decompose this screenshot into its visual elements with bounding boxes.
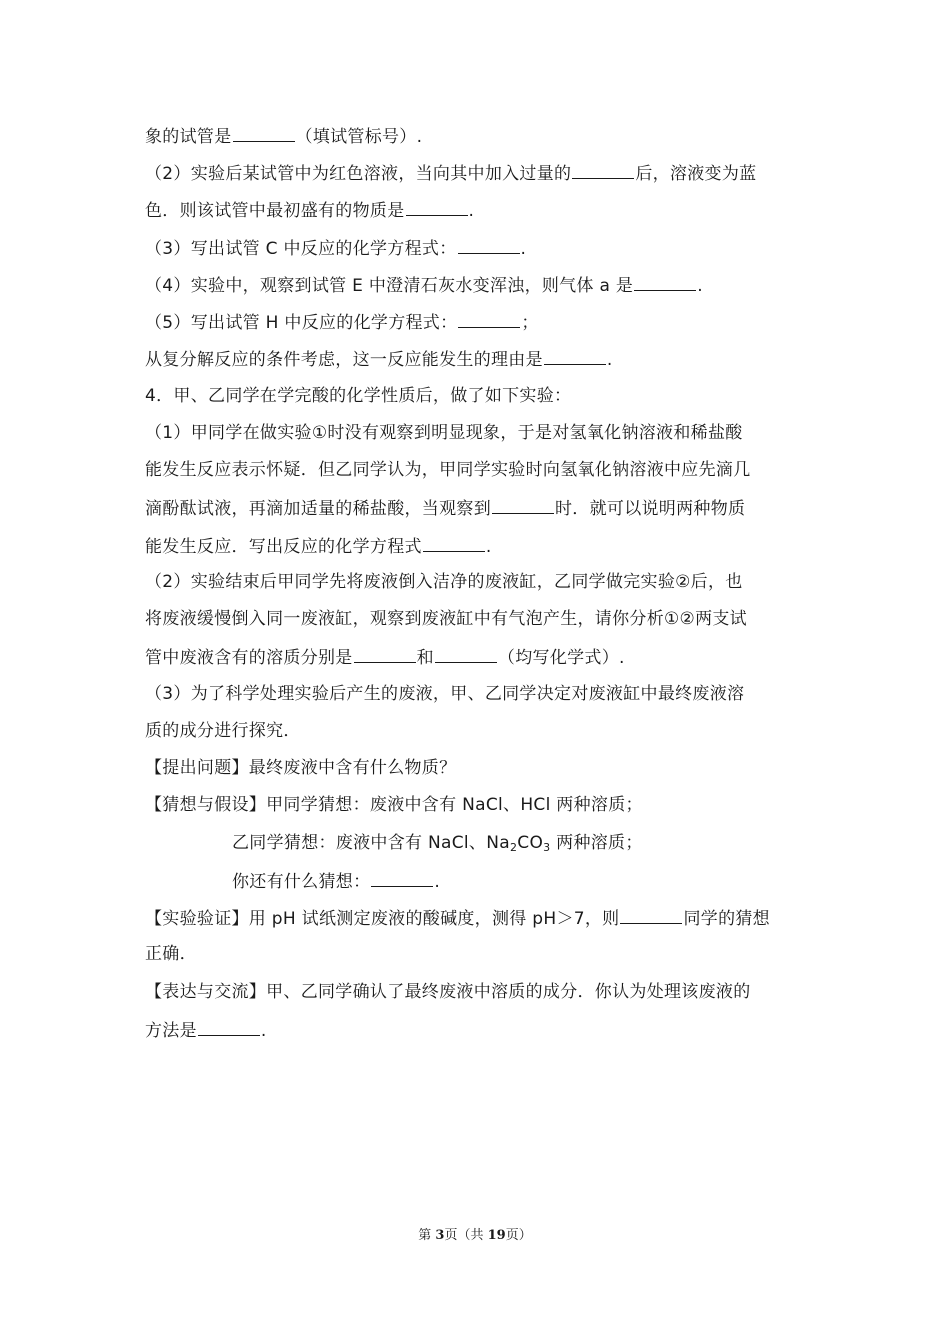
text-segment: . [485,537,492,557]
footer-text: 页） [505,1228,532,1243]
footer-text: 第 [418,1228,436,1243]
text-line [145,533,492,559]
text-segment: . [434,872,441,892]
text-segment: . [468,201,475,221]
answer-blank[interactable] [406,197,468,216]
footer-text: 页（共 [444,1228,488,1243]
text-line: 正确． [145,944,197,964]
text-segment: 你还有什么猜想： [232,872,371,892]
text-line: 质的成分进行探究． [145,721,301,741]
text-segment: 象的试管是 [145,127,232,147]
answer-blank[interactable] [423,533,485,552]
text-segment: CO [517,833,544,853]
text-segment: （2）实验后某试管中为红色溶液，当向其中加入过量的 [145,164,572,184]
text-line [145,160,756,186]
text-line [145,235,526,261]
text-segment: （均写化学式）. [497,648,625,668]
text-segment: （5）写出试管 H 中反应的化学方程式： [145,313,458,333]
answer-blank[interactable] [458,309,520,328]
subscript: 3 [543,841,551,854]
text-segment: 【实验验证】用 pH 试纸测定废液的酸碱度，测得 pH＞7，则 [145,909,620,929]
text-line [145,272,703,298]
text-segment: . [260,1021,267,1041]
text-line [145,495,745,521]
text-line: （2）实验结束后甲同学先将废液倒入洁净的废液缸，乙同学做完实验②后，也 [145,572,743,592]
text-segment: 时．就可以说明两种物质 [555,499,746,519]
answer-blank[interactable] [458,235,520,254]
question-heading: 4．甲、乙同学在学完酸的化学性质后，做了如下实验： [145,386,572,406]
answer-blank[interactable] [572,160,634,179]
text-line [145,309,539,335]
text-segment: ； [521,313,539,333]
text-line: 能发生反应表示怀疑．但乙同学认为，甲同学实验时向氢氧化钠溶液中应先滴几 [145,460,751,480]
page-footer [0,1227,950,1245]
text-segment: （3）写出试管 C 中反应的化学方程式： [145,239,457,259]
text-segment: . [520,239,527,259]
text-segment: （4）实验中，观察到试管 E 中澄清石灰水变浑浊，则气体 a 是 [145,276,634,296]
text-line [145,346,613,372]
text-segment: 管中废液含有的溶质分别是 [145,648,353,668]
answer-blank[interactable] [198,1017,260,1036]
answer-blank[interactable] [354,644,416,663]
text-segment: 从复分解反应的条件考虑，这一反应能发生的理由是 [145,350,543,370]
answer-blank[interactable] [371,868,433,887]
answer-blank[interactable] [634,272,696,291]
text-segment: 能发生反应．写出反应的化学方程式 [145,537,422,557]
text-segment: 后，溶液变为蓝 [635,164,757,184]
text-segment: （填试管标号）. [295,127,423,147]
section-heading: 【提出问题】最终废液中含有什么物质？ [145,758,457,778]
answer-blank[interactable] [492,495,554,514]
text-line [145,644,625,670]
text-segment: 方法是 [145,1021,197,1041]
subscript: 2 [509,841,518,854]
text-line [145,1017,267,1043]
section-heading: 【表达与交流】甲、乙同学确认了最终废液中溶质的成分．你认为处理该废液的 [145,982,751,1002]
text-line: 将废液缓慢倒入同一废液缸，观察到废液缸中有气泡产生，请你分析①②两支试 [145,609,747,629]
text-segment: 同学的猜想 [683,909,770,929]
answer-blank[interactable] [435,644,497,663]
section-heading [145,905,770,931]
text-line: （3）为了科学处理实验后产生的废液，甲、乙同学决定对废液缸中最终废液溶 [145,684,745,704]
text-line [145,123,422,149]
text-segment: 乙同学猜想：废液中含有 NaCl、Na [232,833,510,853]
text-segment: . [697,276,703,296]
text-segment: 色．则该试管中最初盛有的物质是 [145,201,405,221]
section-heading: 【猜想与假设】甲同学猜想：废液中含有 NaCl、HCl 两种溶质； [145,795,643,815]
text-segment: 两种溶质； [550,833,643,853]
text-segment: 和 [416,648,434,668]
answer-blank[interactable] [233,123,295,142]
page-total: 19 [487,1228,506,1243]
text-line [232,868,440,894]
page-number: 3 [435,1228,445,1243]
answer-blank[interactable] [620,905,682,924]
text-line [232,831,643,855]
text-segment: 滴酚酞试液，再滴加适量的稀盐酸，当观察到 [145,499,491,519]
text-line: （1）甲同学在做实验①时没有观察到明显现象，于是对氢氧化钠溶液和稀盐酸 [145,423,743,443]
text-line [145,197,474,223]
text-segment: . [606,350,613,370]
answer-blank[interactable] [544,346,606,365]
